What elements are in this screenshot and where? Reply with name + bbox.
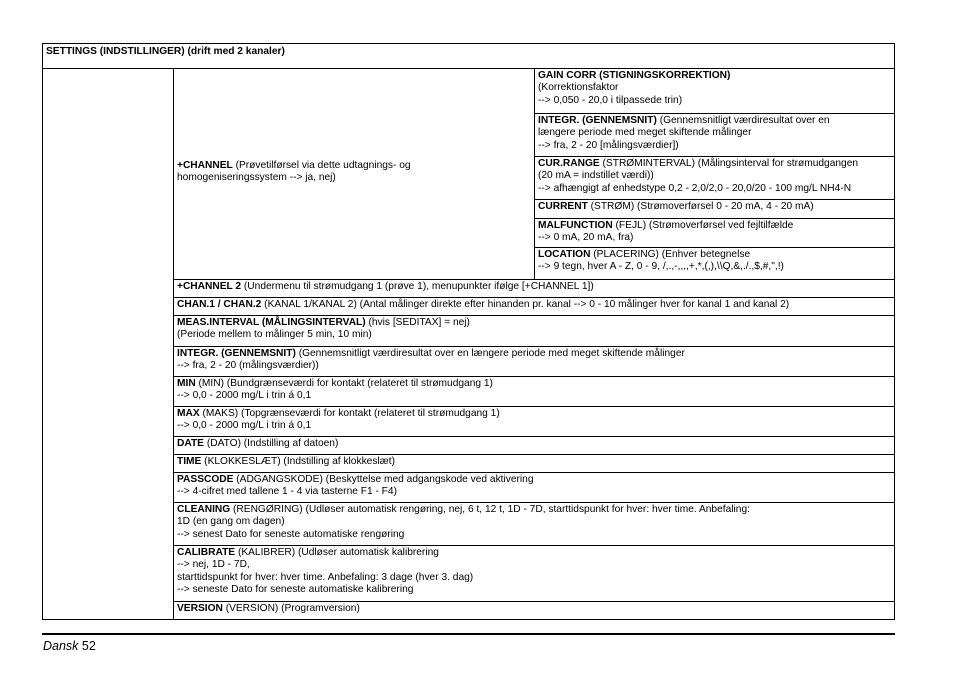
page-number: Dansk 52 — [43, 639, 96, 653]
setting-row: MIN (MIN) (Bundgrænseværdi for kontakt (relateret til strømudgang 1) --> 0,0 - 2000 mg/L i trin á 0,1 — [177, 378, 493, 402]
setting-row: DATE (DATO) (Indstilling af datoen) — [177, 438, 339, 449]
setting-row: TIME (KLOKKESLÆT) (Indstilling af klokkeslæt) — [177, 456, 395, 467]
setting-row: CHAN.1 / CHAN.2 (KANAL 1/KANAL 2) (Antal målinger direkte efter hinanden pr. kanal --> 0 - 10 målinger hver for kanal 1 and kanal 2) — [177, 299, 790, 310]
setting-row: VERSION (VERSION) (Programversion) — [177, 603, 360, 614]
setting-row: MEAS.INTERVAL (MÅLINGSINTERVAL) (hvis [SEDITAX] = nej) (Periode mellem to målinger 5 min, 10 min) — [177, 317, 470, 341]
sub-setting-item: MALFUNCTION (FEJL) (Strømoverførsel ved fejltilfælde --> 0 mA, 20 mA, fra) — [538, 220, 794, 244]
sub-setting-item: INTEGR. (GENNEMSNIT) (Gennemsnitligt værdiresultat over en længere periode med meget skiftende målinger --> fra, 2 - 20 [målingsværdier]) — [538, 115, 830, 151]
setting-row: +CHANNEL 2 (Undermenu til strømudgang 1 (prøve 1), menupunkter ifølge [+CHANNEL 1]) — [177, 281, 594, 292]
setting-row: MAX (MAKS) (Topgrænseværdi for kontakt (relateret til strømudgang 1) --> 0,0 - 2000 mg/L i trin á 0,1 — [177, 408, 500, 432]
setting-row: PASSCODE (ADGANGSKODE) (Beskyttelse med adgangskode ved aktivering --> 4-cifret med tallene 1 - 4 via tasterne F1 - F4) — [177, 474, 534, 498]
setting-row: CLEANING (RENGØRING) (Udløser automatisk rengøring, nej, 6 t, 12 t, 1D - 7D, starttidspunkt for hver: hver time. Anbefaling: 1D (en gang om dagen) --> senest Dato for seneste automatiske rengøring — [177, 504, 750, 540]
setting-row: INTEGR. (GENNEMSNIT) (Gennemsnitligt værdiresultat over en længere periode med meget skiftende målinger --> fra, 2 - 20 (målingsværdier)) — [177, 348, 685, 372]
sub-setting-item: LOCATION (PLACERING) (Enhver betegnelse --> 9 tegn, hver A - Z, 0 - 9, /,.,-,,,,+,*,(,),\\Q,&,./.,$,#,",!) — [538, 249, 784, 273]
sub-setting-item: CUR.RANGE (STRØMINTERVAL) (Målingsinterval for strømudgangen (20 mA = indstillet værdi)) --> afhængigt af enhedstype 0,2 - 2,0/2,0 - 20,0/20 - 100 mg/L NH4-N — [538, 158, 859, 194]
channel-cell: +CHANNEL (Prøvetilførsel via dette udtagnings- og homogeniseringssystem --> ja, nej) — [177, 160, 411, 184]
sub-setting-item: CURRENT (STRØM) (Strømoverførsel 0 - 20 mA, 4 - 20 mA) — [538, 201, 814, 212]
setting-row: CALIBRATE (KALIBRER) (Udløser automatisk kalibrering --> nej, 1D - 7D, starttidspunkt for hver: hver time. Anbefaling: 3 dage (hver 3. dag) --> seneste Dato for seneste automatiske kalibrering — [177, 547, 474, 595]
sub-setting-item: GAIN CORR (STIGNINGSKORREKTION) (Korrektionsfaktor --> 0,050 - 20,0 i tilpassede trin) — [538, 70, 731, 106]
footer-rule — [42, 633, 895, 635]
table-title: SETTINGS (INDSTILLINGER) (drift med 2 kanaler) — [46, 46, 285, 57]
